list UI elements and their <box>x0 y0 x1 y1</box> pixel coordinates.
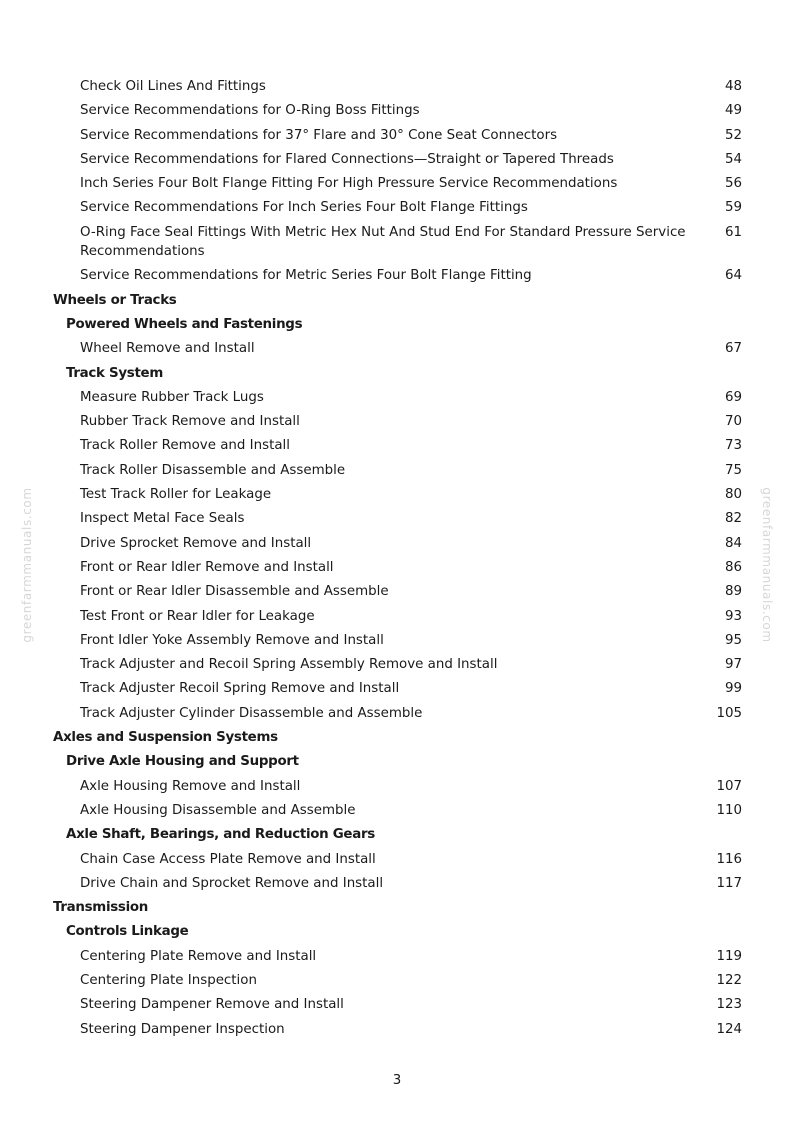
toc-entry-title: Chain Case Access Plate Remove and Install <box>80 851 376 867</box>
toc-entry-title: Drive Chain and Sprocket Remove and Install <box>80 875 384 891</box>
toc-entry-title: Service Recommendations for Metric Series Four Bolt Flange Fitting <box>80 268 532 284</box>
toc-entry-page-number: 80 <box>724 487 742 503</box>
toc-entry-title: Transmission <box>53 900 149 916</box>
toc-entry-page-number: 56 <box>724 176 742 192</box>
toc-entry[interactable] <box>0 678 794 702</box>
toc-entry[interactable] <box>0 533 794 557</box>
toc-entry-title: Centering Plate Inspection <box>80 972 257 988</box>
toc-entry[interactable] <box>0 557 794 581</box>
toc-entry-page-number: 86 <box>724 559 742 575</box>
toc-entry[interactable] <box>0 581 794 605</box>
toc-entry-title: Service Recommendations for O-Ring Boss Fittings <box>80 103 420 119</box>
toc-entry-title: Track Roller Remove and Install <box>80 438 290 454</box>
toc-entry-title: Track Roller Disassemble and Assemble <box>80 462 346 478</box>
toc-entry[interactable] <box>0 435 794 459</box>
toc-subsection-heading[interactable] <box>0 363 794 387</box>
toc-entry-title: Drive Sprocket Remove and Install <box>80 535 312 551</box>
toc-entry[interactable] <box>0 654 794 678</box>
watermark-left: greenfarmmanuals.com <box>20 487 34 643</box>
toc-section-heading[interactable] <box>0 897 794 921</box>
toc-entry-title: Axle Housing Remove and Install <box>80 778 301 794</box>
toc-entry-title: Track System <box>66 365 163 381</box>
toc-entry-title: Centering Plate Remove and Install <box>80 948 317 964</box>
toc-entry-page-number: 97 <box>724 657 742 673</box>
toc-entry-title: Test Track Roller for Leakage <box>80 487 272 503</box>
toc-section-heading[interactable] <box>0 290 794 314</box>
toc-entry-page-number: 116 <box>716 851 742 867</box>
toc-entry-title: Track Adjuster Cylinder Disassemble and Assemble <box>80 705 423 721</box>
toc-entry-page-number: 119 <box>716 948 742 964</box>
toc-entry-page-number: 117 <box>716 875 742 891</box>
toc-entry[interactable] <box>0 125 794 149</box>
toc-entry[interactable] <box>0 149 794 173</box>
toc-entry[interactable] <box>0 460 794 484</box>
table-of-contents <box>0 76 794 1043</box>
toc-entry-page-number: 48 <box>724 79 742 94</box>
toc-entry-title: Drive Axle Housing and Support <box>66 754 299 770</box>
toc-entry[interactable] <box>0 800 794 824</box>
toc-entry-page-number: 122 <box>716 972 742 988</box>
toc-entry-page-number: 75 <box>724 462 742 478</box>
toc-entry-title: Service Recommendations for 37° Flare and 30° Cone Seat Connectors <box>80 127 558 143</box>
toc-subsection-heading[interactable] <box>0 921 794 945</box>
toc-entry-title: Inspect Metal Face Seals <box>80 511 245 527</box>
toc-entry-title: Service Recommendations For Inch Series Four Bolt Flange Fittings <box>80 200 528 216</box>
toc-entry-page-number: 69 <box>724 389 742 405</box>
toc-entry-page-number: 70 <box>724 414 742 430</box>
toc-entry-page-number: 107 <box>716 778 742 794</box>
toc-entry-title: Front or Rear Idler Remove and Install <box>80 559 334 575</box>
toc-entry-page-number: 49 <box>724 103 742 119</box>
toc-entry-page-number: 123 <box>716 997 742 1013</box>
toc-entry[interactable] <box>0 411 794 435</box>
toc-entry[interactable] <box>0 197 794 221</box>
watermark-right: greenfarmmanuals.com <box>760 487 774 643</box>
toc-entry-title: Wheel Remove and Install <box>80 341 255 357</box>
toc-entry[interactable] <box>0 484 794 508</box>
toc-entry-title: Check Oil Lines And Fittings <box>80 79 266 94</box>
toc-entry[interactable] <box>0 76 794 100</box>
toc-entry-page-number: 89 <box>724 584 742 600</box>
toc-entry-page-number: 93 <box>724 608 742 624</box>
toc-entry-title: Front Idler Yoke Assembly Remove and Install <box>80 632 384 648</box>
toc-entry-page-number: 67 <box>724 341 742 357</box>
toc-entry[interactable] <box>0 630 794 654</box>
toc-subsection-heading[interactable] <box>0 314 794 338</box>
toc-entry-title: Inch Series Four Bolt Flange Fitting For High Pressure Service Recommendations <box>80 176 618 192</box>
toc-subsection-heading[interactable] <box>0 824 794 848</box>
toc-entry[interactable] <box>0 508 794 532</box>
toc-subsection-heading[interactable] <box>0 751 794 775</box>
toc-entry[interactable] <box>0 946 794 970</box>
toc-entry-title: Rubber Track Remove and Install <box>80 414 300 430</box>
toc-entry-page-number: 52 <box>724 127 742 143</box>
toc-entry[interactable] <box>0 970 794 994</box>
toc-entry-title: O-Ring Face Seal Fittings With Metric Hex Nut And Stud End For Standard Pressure Service Recommendations <box>80 224 686 260</box>
toc-entry-page-number: 61 <box>724 224 742 240</box>
toc-entry-title: Powered Wheels and Fastenings <box>66 316 303 332</box>
toc-entry-title: Measure Rubber Track Lugs <box>80 389 264 405</box>
toc-entry-page-number: 84 <box>724 535 742 551</box>
toc-entry-title: Axles and Suspension Systems <box>53 730 278 746</box>
toc-entry-title: Axle Housing Disassemble and Assemble <box>80 802 356 818</box>
toc-entry[interactable] <box>0 776 794 800</box>
toc-entry-title: Steering Dampener Remove and Install <box>80 997 344 1013</box>
toc-entry-page-number: 95 <box>724 632 742 648</box>
toc-entry-title: Track Adjuster Recoil Spring Remove and Install <box>80 681 400 697</box>
toc-entry-title: Test Front or Rear Idler for Leakage <box>80 608 315 624</box>
toc-entry-page-number: 54 <box>724 151 742 167</box>
toc-entry-title: Front or Rear Idler Disassemble and Assemble <box>80 584 389 600</box>
toc-entry-title: Controls Linkage <box>66 924 189 940</box>
page-number: 3 <box>392 1073 402 1088</box>
toc-entry[interactable] <box>0 606 794 630</box>
toc-entry[interactable] <box>0 338 794 362</box>
toc-entry-page-number: 110 <box>716 802 742 818</box>
toc-section-heading[interactable] <box>0 727 794 751</box>
toc-entry-page-number: 73 <box>724 438 742 454</box>
toc-entry[interactable] <box>0 100 794 124</box>
toc-entry-title: Service Recommendations for Flared Connections—Straight or Tapered Threads <box>80 151 614 167</box>
toc-entry-title: Axle Shaft, Bearings, and Reduction Gears <box>66 827 375 843</box>
toc-entry[interactable] <box>0 703 794 727</box>
toc-entry-page-number: 59 <box>724 200 742 216</box>
toc-entry[interactable] <box>0 222 794 266</box>
toc-entry-title: Steering Dampener Inspection <box>80 1021 285 1037</box>
toc-entry[interactable] <box>0 994 794 1018</box>
toc-entry-title: Wheels or Tracks <box>53 292 177 308</box>
toc-entry[interactable] <box>0 387 794 411</box>
toc-entry-page-number: 99 <box>724 681 742 697</box>
toc-entry[interactable] <box>0 265 794 289</box>
toc-entry-page-number: 64 <box>724 268 742 284</box>
toc-entry[interactable] <box>0 873 794 897</box>
toc-entry-page-number: 82 <box>724 511 742 527</box>
toc-entry[interactable] <box>0 1019 794 1043</box>
toc-entry[interactable] <box>0 849 794 873</box>
toc-entry-page-number: 105 <box>716 705 742 721</box>
toc-entry-page-number: 124 <box>716 1021 742 1037</box>
toc-entry-title: Track Adjuster and Recoil Spring Assembly Remove and Install <box>80 657 498 673</box>
toc-entry[interactable] <box>0 173 794 197</box>
